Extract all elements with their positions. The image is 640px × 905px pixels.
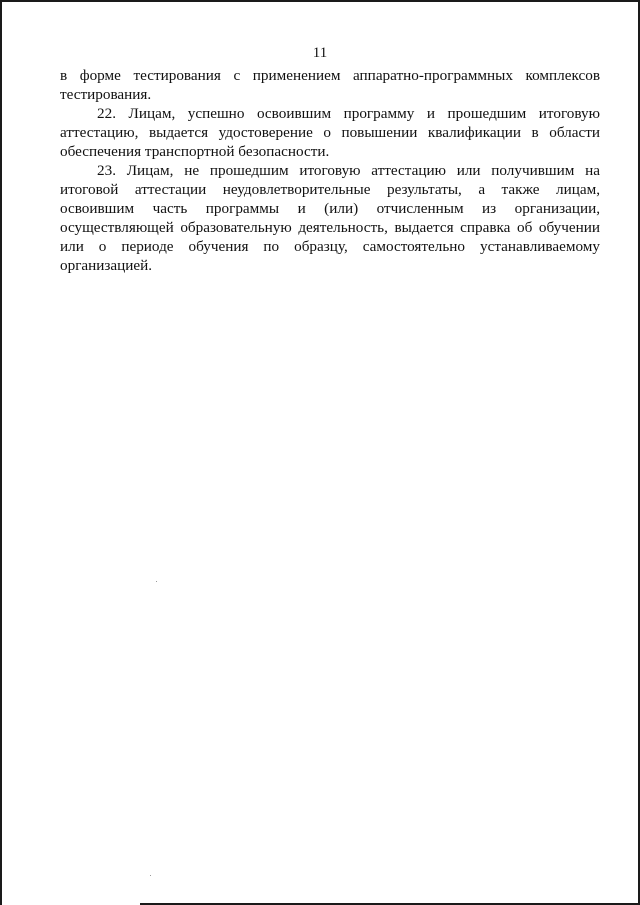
document-body — [60, 66, 600, 275]
scan-border-top — [0, 0, 640, 2]
paragraph-23: 23. Лицам, не прошедшим итоговую аттестацию или получившим на итоговой аттестации неудовлетворительные результаты, а также лицам, освоившим часть программы и (или) отчисленным из организации, осуществляющей образовательную деятельность, выдается справка об обучении или о периоде обучения по образцу, самостоятельно устанавливаемому организацией. — [60, 162, 600, 274]
scan-speck — [150, 875, 151, 876]
paragraph-continuation: в форме тестирования с применением аппаратно-программных комплексов тестирования. — [60, 67, 600, 103]
scan-speck — [156, 581, 157, 582]
paragraph-22: 22. Лицам, успешно освоившим программу и прошедшим итоговую аттестацию, выдается удостоверение о повышении квалификации в области обеспечения транспортной безопасности. — [60, 105, 600, 160]
scan-border-left — [0, 0, 2, 905]
page-number: 11 — [312, 45, 328, 61]
